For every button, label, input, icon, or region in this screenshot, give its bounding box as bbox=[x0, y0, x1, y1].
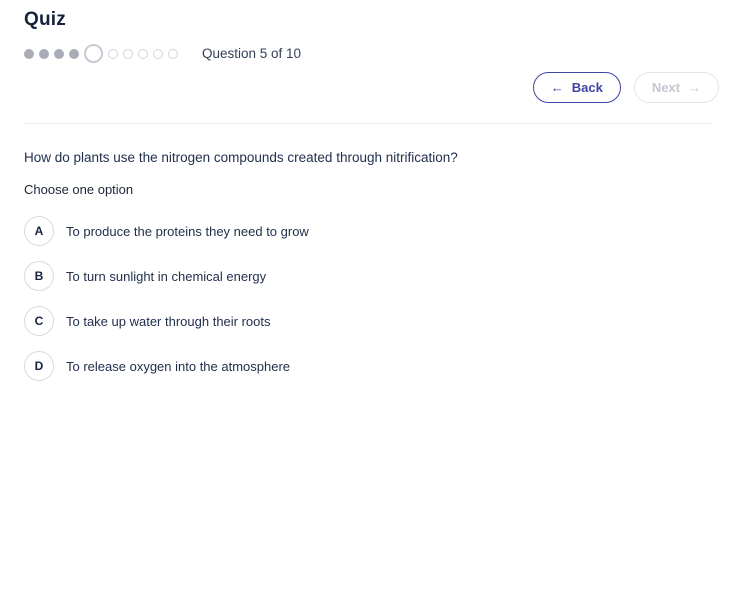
header bbox=[0, 0, 737, 31]
nav-buttons bbox=[0, 72, 737, 103]
progress-label: Question 5 of 10 bbox=[202, 46, 302, 61]
progress-row bbox=[0, 44, 737, 63]
progress-dot bbox=[54, 49, 64, 59]
option-letter-badge[interactable]: B bbox=[24, 261, 54, 291]
progress-dot bbox=[168, 49, 178, 59]
right-arrow-icon: → bbox=[688, 80, 701, 95]
option-a[interactable] bbox=[24, 216, 713, 246]
next-button-label: Next bbox=[651, 80, 680, 95]
option-letter-badge[interactable]: D bbox=[24, 351, 54, 381]
progress-dot bbox=[108, 49, 118, 59]
option-text: To release oxygen into the atmosphere bbox=[66, 358, 291, 374]
page-title: Quiz bbox=[24, 9, 66, 30]
option-text: To produce the proteins they need to grow bbox=[66, 223, 309, 239]
divider bbox=[24, 123, 713, 124]
option-c[interactable] bbox=[24, 306, 713, 336]
instruction-text: Choose one option bbox=[24, 182, 134, 197]
option-d[interactable] bbox=[24, 351, 713, 381]
back-button[interactable] bbox=[533, 72, 621, 103]
progress-dot-current bbox=[84, 44, 103, 63]
option-b[interactable] bbox=[24, 261, 713, 291]
progress-dot bbox=[69, 49, 79, 59]
progress-dot bbox=[153, 49, 163, 59]
next-button[interactable] bbox=[634, 72, 719, 103]
option-letter-badge[interactable]: C bbox=[24, 306, 54, 336]
progress-dot bbox=[138, 49, 148, 59]
options-list bbox=[0, 216, 737, 381]
progress-dots bbox=[24, 44, 178, 63]
option-text: To take up water through their roots bbox=[66, 313, 271, 329]
progress-dot bbox=[123, 49, 133, 59]
back-button-label: Back bbox=[571, 80, 603, 95]
option-text: To turn sunlight in chemical energy bbox=[66, 268, 267, 284]
progress-dot bbox=[24, 49, 34, 59]
left-arrow-icon: ← bbox=[550, 80, 564, 95]
option-letter-badge[interactable]: A bbox=[24, 216, 54, 246]
progress-dot bbox=[39, 49, 49, 59]
question-text: How do plants use the nitrogen compounds created through nitrification? bbox=[24, 150, 458, 165]
